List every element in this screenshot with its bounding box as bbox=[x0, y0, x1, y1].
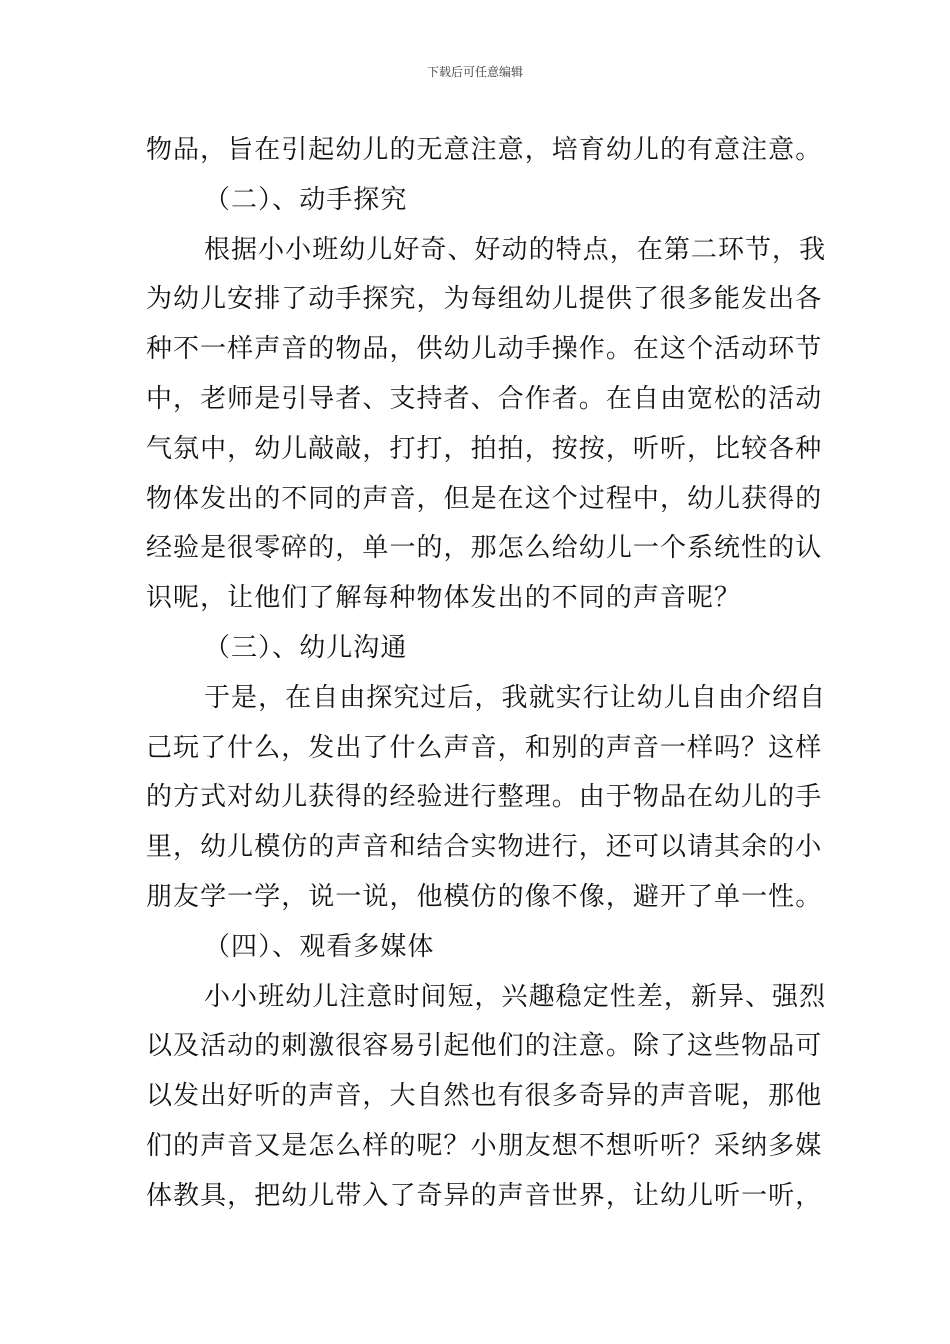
section-heading: （四）、观看多媒体 bbox=[204, 931, 435, 962]
text-line: 体教具，把幼儿带入了奇异的声音世界，让幼儿听一听， bbox=[146, 1180, 823, 1211]
page-header: 下载后可任意编辑 bbox=[426, 65, 523, 79]
section-heading: （二）、动手探究 bbox=[204, 184, 408, 215]
text-line: 经验是很零碎的，单一的，那怎么给幼儿一个系统性的认 bbox=[146, 533, 823, 564]
text-line: 为幼儿安排了动手探究，为每组幼儿提供了很多能发出各 bbox=[146, 284, 823, 315]
text-line: 里，幼儿模仿的声音和结合实物进行，还可以请其余的小 bbox=[146, 832, 823, 863]
text-line: 种不一样声音的物品，供幼儿动手操作。在这个活动环节 bbox=[146, 334, 823, 365]
text-line: 们的声音又是怎么样的呢？小朋友想不想听听？采纳多媒 bbox=[146, 1130, 823, 1161]
text-line: 于是，在自由探究过后，我就实行让幼儿自由介绍自 bbox=[204, 682, 827, 713]
text-line: 以发出好听的声音，大自然也有很多奇异的声音呢，那他 bbox=[146, 1081, 823, 1112]
text-line: 朋友学一学，说一说，他模仿的像不像，避开了单一性。 bbox=[146, 881, 823, 912]
text-line: 己玩了什么，发出了什么声音，和别的声音一样吗？这样 bbox=[146, 732, 823, 763]
text-line: 识呢，让他们了解每种物体发出的不同的声音呢？ bbox=[146, 583, 742, 614]
text-line: 气氛中，幼儿敲敲，打打，拍拍，按按，听听，比较各种 bbox=[146, 433, 823, 464]
section-heading: （三）、幼儿沟通 bbox=[204, 632, 408, 663]
text-line: 物体发出的不同的声音，但是在这个过程中，幼儿获得的 bbox=[146, 483, 823, 514]
text-line: 以及活动的刺激很容易引起他们的注意。除了这些物品可 bbox=[146, 1031, 823, 1062]
document-body bbox=[146, 126, 827, 1222]
text-line: 物品，旨在引起幼儿的无意注意，培育幼儿的有意注意。 bbox=[146, 135, 823, 165]
text-line: 根据小小班幼儿好奇、好动的特点，在第二环节，我 bbox=[204, 234, 827, 265]
text-line: 小小班幼儿注意时间短，兴趣稳定性差，新异、强烈 bbox=[204, 981, 827, 1012]
text-line: 的方式对幼儿获得的经验进行整理。由于物品在幼儿的手 bbox=[146, 782, 823, 813]
text-line: 中，老师是引导者、支持者、合作者。在自由宽松的活动 bbox=[146, 383, 823, 414]
